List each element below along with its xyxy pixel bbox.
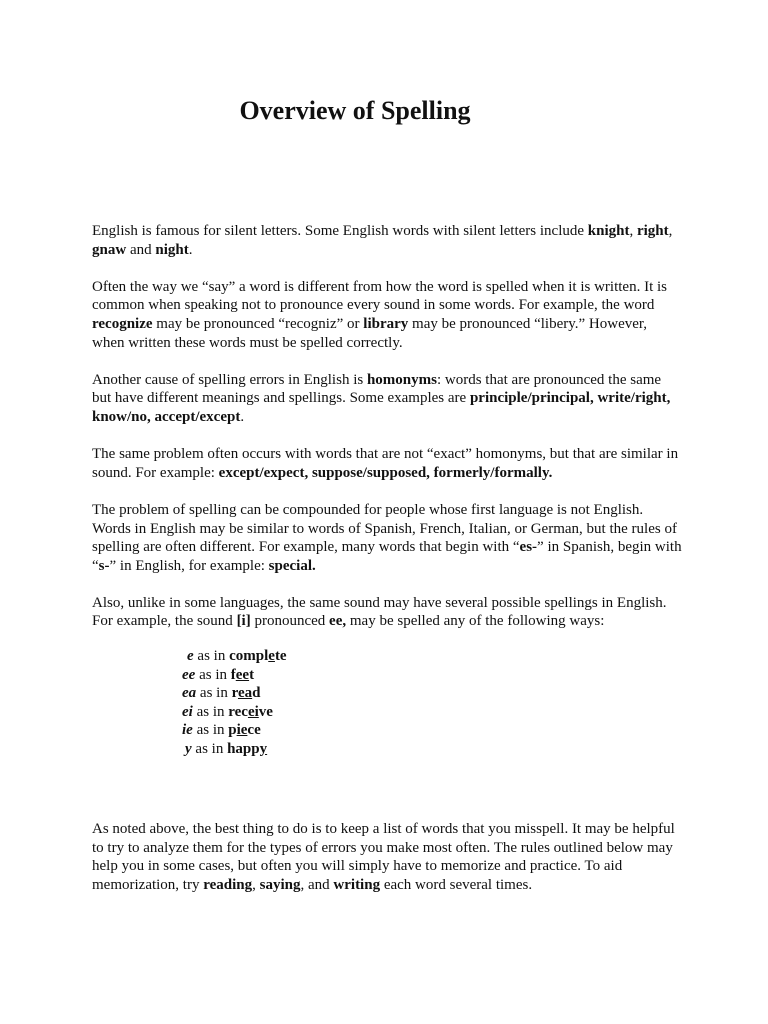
list-item [92,684,682,703]
bold-term: recognize [92,315,153,332]
example-word [231,667,254,683]
word-part: f [230,666,236,683]
paragraph-pronunciation [92,278,682,352]
bold-term: night [155,241,189,258]
text: as in [195,666,231,683]
list-item [92,703,682,722]
example-word [227,741,267,757]
text: as in [191,741,228,758]
bold-term: right [636,223,669,239]
text: , [252,876,260,893]
text: , [668,223,673,239]
text: as in [192,703,229,720]
underlined-letters: y [259,741,268,758]
underlined-letters: ea [237,685,253,702]
text: Also, unlike in some languages, the same sound may have several possible spellings in English. For example, the sound [92,594,667,630]
bold-term: gnaw [92,241,127,258]
underlined-letters: e [268,648,275,665]
paragraph-homonyms [92,371,682,427]
list-item [92,721,682,740]
bold-term: es- [519,539,538,556]
text: Another cause of spelling errors in English is [92,371,367,388]
spelling-pattern: ea [182,685,197,702]
bold-term: ee, [329,613,347,630]
text: ” in English, for example: [109,557,269,574]
underlined-letters: ee [235,666,250,683]
word-part: ve [258,703,273,720]
list-item [92,647,682,666]
paragraph-silent-letters [92,222,682,259]
spelling-pattern: ie [182,722,193,739]
spelling-pattern: ee [182,666,196,683]
bold-term: [i] [236,613,251,630]
text: pronounced [250,613,330,630]
text: as in [196,685,232,702]
spelling-pattern: ei [182,703,193,720]
text: may be spelled any of the following ways: [346,613,605,630]
document-body [92,222,682,759]
text: may be pronounced “recogniz” or [152,315,364,332]
paragraph-closing [92,820,682,894]
text: . [240,408,245,425]
underlined-letters: ie [236,722,248,739]
text: and [126,241,156,258]
paragraph-similar-sound [92,445,682,482]
list-item [92,740,682,759]
paragraph-same-sound [92,594,682,631]
paragraph-first-language [92,501,682,575]
text: The problem of spelling can be compounded for people whose first language is not English. Words in English may be similar to words of Spanish, French, Italian, or German, but the rules of spelling are often different. For example, many words that begin with “ [92,501,677,556]
text: each word several times. [380,876,533,893]
text: English is famous for silent letters. Some English words with silent letters include [92,223,588,239]
example-word [232,685,261,701]
word-part: happ [227,741,260,758]
bold-term: principle/principal, write/right, know/no, accept/except [92,390,671,425]
text: . [188,241,193,258]
word-part: t [249,666,255,683]
spelling-pattern: y [185,741,192,758]
page-title: Overview of Spelling [239,96,471,125]
bold-term: saying [259,876,301,893]
text: , [629,223,637,239]
text: Often the way we “say” a word is different from how the word is spelled when it is written. It is common when speaking not to pronounce every sound in some words. For example, the word [92,278,667,314]
bold-term: homonyms [366,371,437,388]
text: , and [300,876,334,893]
text: ” in Spanish, begin with “ [92,539,682,574]
text: The same problem often occurs with words that are not “exact” homonyms, but that are similar in sound. For example: [92,446,679,481]
text: may be pronounced “libery.” However, when written these words must be spelled correctly. [92,315,648,351]
example-word [229,648,287,664]
bold-term: except/expect, suppose/supposed, formerly/formally. [218,464,553,481]
example-word [228,722,261,738]
word-part: p [228,722,237,739]
word-part: compl [229,648,269,665]
bold-term: knight [587,223,630,239]
bold-term: writing [333,876,381,893]
bold-term: s- [98,557,110,574]
bold-term: library [363,315,409,332]
word-part: ce [247,722,261,739]
list-item [92,666,682,685]
word-part: d [252,685,261,702]
text: : words that are pronounced the same but have different meanings and spellings. Some examples are [92,371,662,407]
text: as in [193,648,230,665]
example-word [228,704,273,720]
word-part: rec [228,703,248,720]
bold-term: reading [203,876,253,893]
text: As noted above, the best thing to do is to keep a list of words that you misspell. It may be helpful to try to analyze them for the types of errors you make most often. The rules outlined below may help you in some cases, but often you will simply have to memorize and practice. To aid memorization, try [92,821,675,893]
text: as in [192,722,229,739]
word-part: te [274,648,287,665]
spelling-list [92,647,682,759]
underlined-letters: ei [247,703,259,720]
word-part: r [231,685,238,702]
spelling-pattern: e [187,648,194,665]
bold-term: special. [268,557,316,574]
